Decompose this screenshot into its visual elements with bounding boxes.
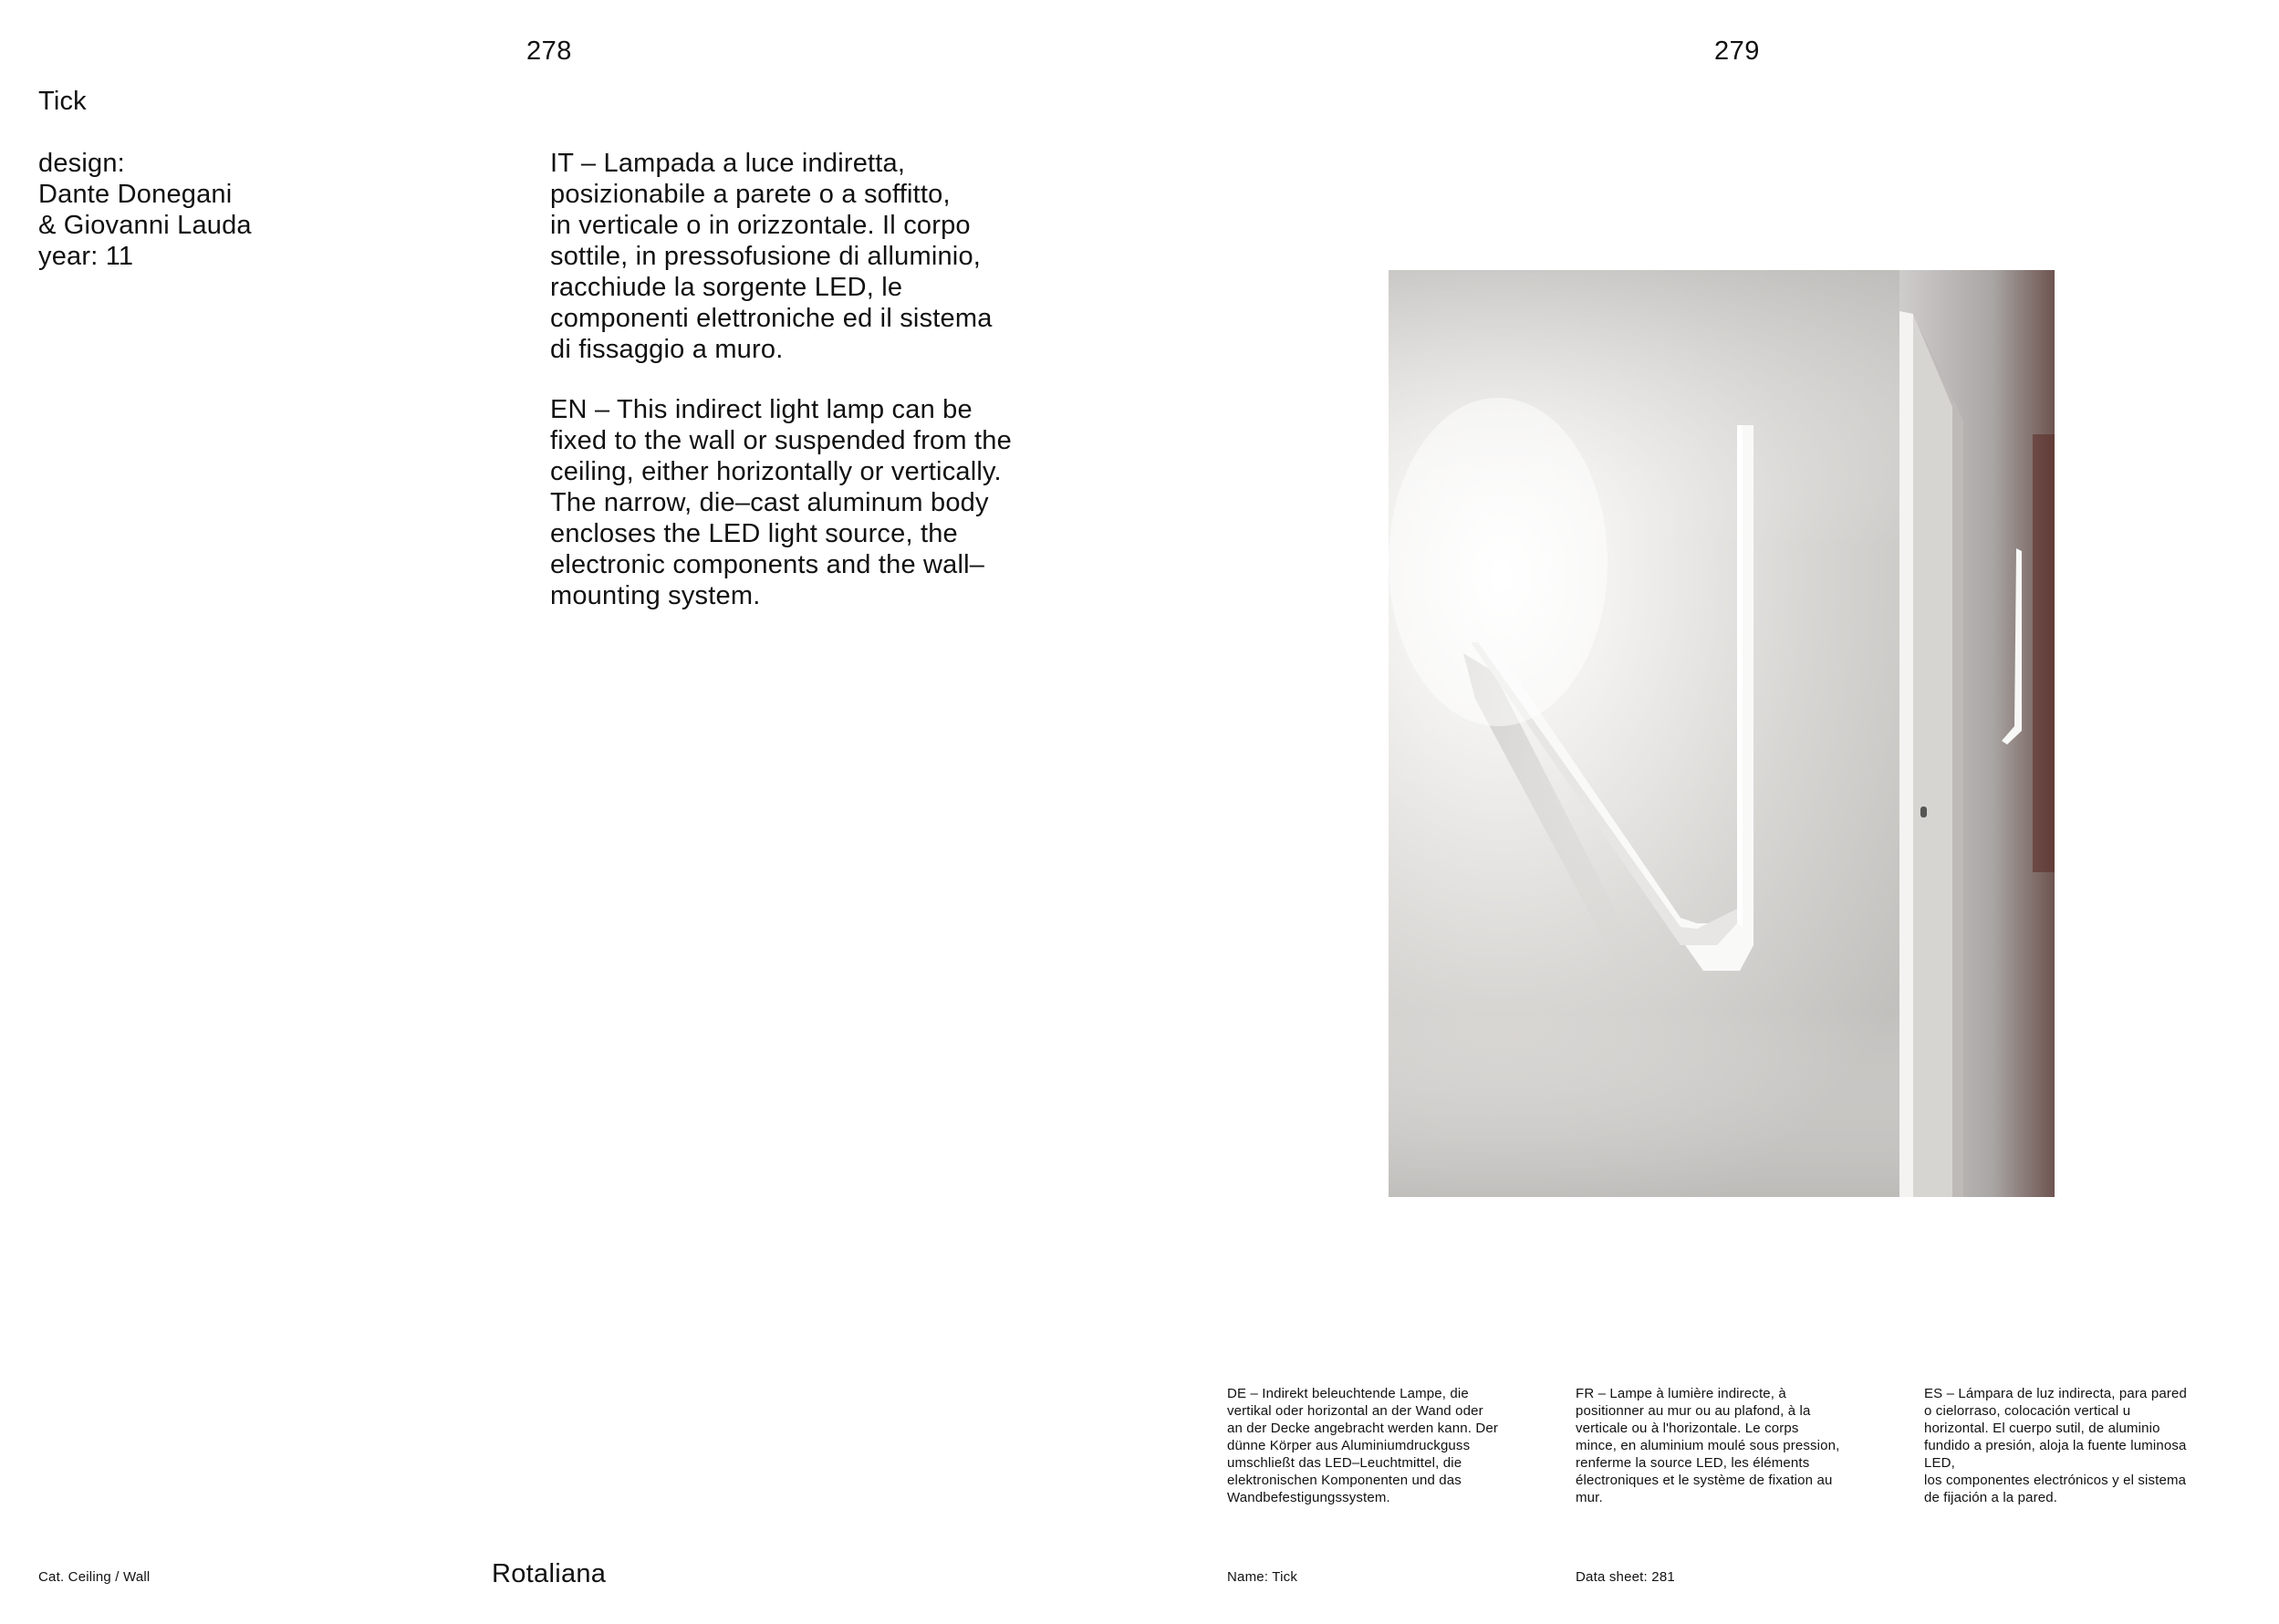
photo-illustration bbox=[1389, 270, 2055, 1197]
footer-product-name: Name: Tick bbox=[1227, 1569, 1298, 1585]
brand-logo: Rotaliana bbox=[492, 1559, 607, 1588]
description-spanish: ES – Lámpara de luz indirecta, para pared o cielorraso, colocación vertical u horizontal. El cuerpo sutil, de aluminio fundido a presión, aloja la fuente luminosa LED, los componentes electrónicos y el sistema de fijación a la pared. bbox=[1924, 1386, 2187, 1505]
design-label: design: bbox=[38, 149, 125, 178]
page-number-right: 279 bbox=[1714, 36, 1760, 66]
page-number-left: 278 bbox=[526, 36, 572, 66]
footer-category: Cat. Ceiling / Wall bbox=[38, 1569, 151, 1585]
description-english: EN – This indirect light lamp can be fixed to the wall or suspended from the ceiling, either horizontally or vertically. The narrow, die–cast aluminum body encloses the LED light source, the electronic components and the wall– mounting system. bbox=[550, 395, 1012, 610]
footer-datasheet: Data sheet: 281 bbox=[1576, 1569, 1675, 1585]
description-french: FR – Lampe à lumière indirecte, à positionner au mur ou au plafond, à la verticale ou à l'horizontale. Le corps mince, en aluminium moulé sous pression, renferme la source LED, les éléments électroniques et le système de fixation au mur. bbox=[1576, 1386, 1840, 1505]
product-credits bbox=[38, 148, 252, 272]
description-german: DE – Indirekt beleuchtende Lampe, die vertikal oder horizontal an der Wand oder an der Decke angebracht werden kann. Der dünne Körper aus Aluminiumdruckguss umschließt das LED–Leuchtmittel, die elektronischen Komponenten und das Wandbefestigungssystem. bbox=[1227, 1386, 1499, 1505]
wall-lamp-photo bbox=[1389, 270, 2055, 1197]
description-italian: IT – Lampada a luce indiretta, posizionabile a parete o a soffitto, in verticale o in orizzontale. Il corpo sottile, in pressofusione di alluminio, racchiude la sorgente LED, le componenti elettroniche ed il sistema di fissaggio a muro. bbox=[550, 149, 993, 364]
designer-name: Dante Donegani bbox=[38, 180, 233, 209]
product-title: Tick bbox=[38, 87, 87, 116]
designer-name: & Giovanni Lauda bbox=[38, 211, 252, 240]
year-label: year: 11 bbox=[38, 242, 134, 271]
